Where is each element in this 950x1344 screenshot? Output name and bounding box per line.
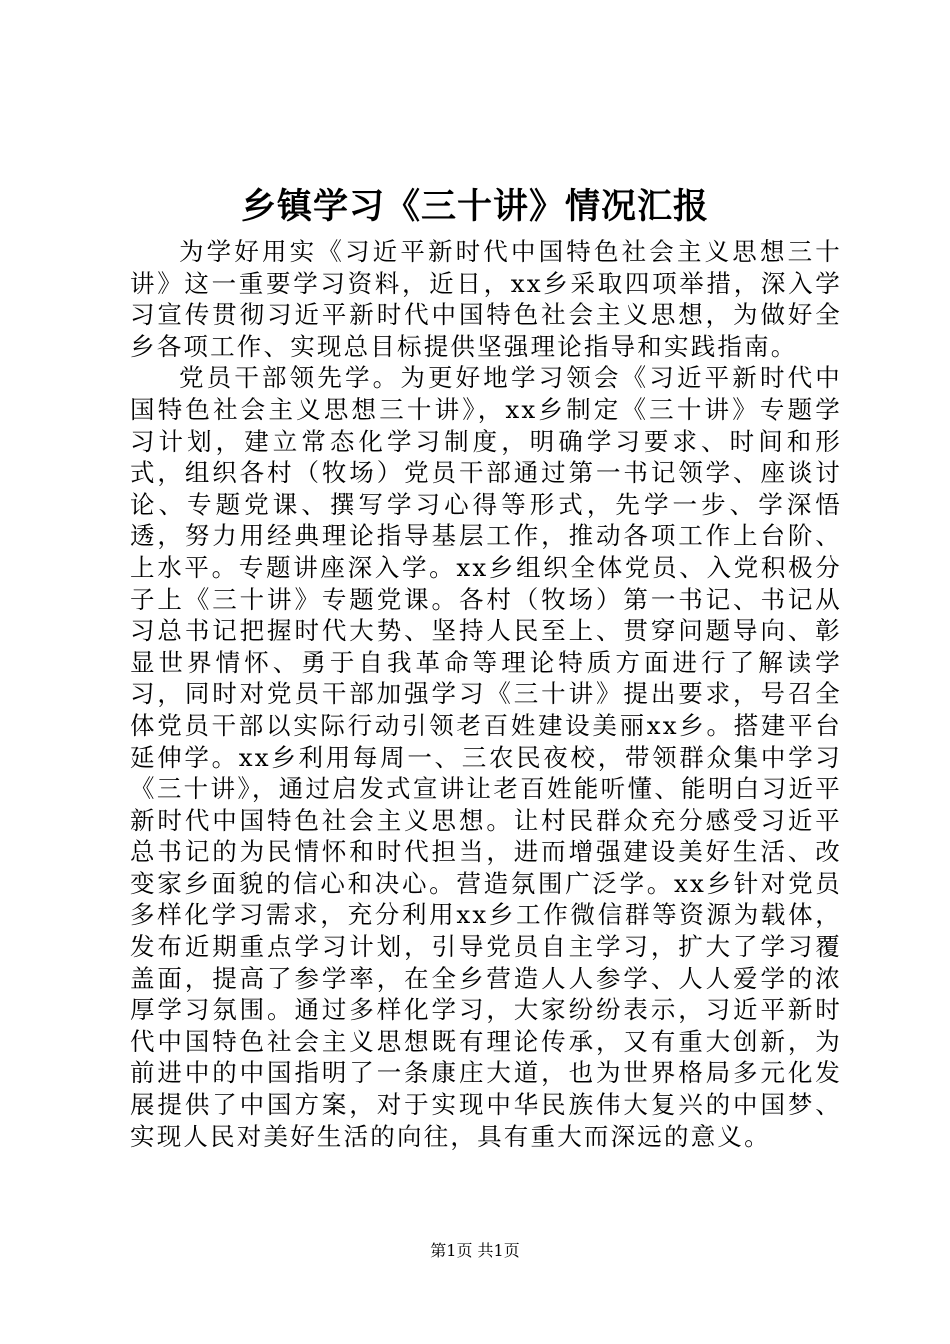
paragraph-intro: 为学好用实《习近平新时代中国特色社会主义思想三十讲》这一重要学习资料，近日，xx乡采取四项举措，深入学习宣传贯彻习近平新时代中国特色社会主义思想，为做好全乡各项工作、实现总目标提供坚强理论指导和实践指南。 xyxy=(130,237,842,361)
page-footer: 第1页 共1页 xyxy=(430,1241,520,1260)
document-title: 乡镇学习《三十讲》情况汇报 xyxy=(240,186,709,227)
paragraph-main: 党员干部领先学。为更好地学习领会《习近平新时代中国特色社会主义思想三十讲》，xx乡制定《三十讲》专题学习计划，建立常态化学习制度，明确学习要求、时间和形式，组织各村（牧场）党员干部通过第一书记领学、座谈讨论、专题党课、撰写学习心得等形式，先学一步、学深悟透，努力用经典理论指导基层工作，推动各项工作上台阶、上水平。专题讲座深入学。xx乡组织全体党员、入党积极分子上《三十讲》专题党课。各村（牧场）第一书记、书记从习总书记把握时代大势、坚持人民至上、贯穿问题导向、彰显世界情怀、勇于自我革命等理论特质方面进行了解读学习，同时对党员干部加强学习《三十讲》提出要求，号召全体党员干部以实际行动引领老百姓建设美丽xx乡。搭建平台延伸学。xx乡利用每周一、三农民夜校，带领群众集中学习《三十讲》，通过启发式宣讲让老百姓能听懂、能明白习近平新时代中国特色社会主义思想。让村民群众充分感受习近平总书记的为民情怀和时代担当，进而增强建设美好生活、改变家乡面貌的信心和决心。营造氛围广泛学。xx乡针对党员多样化学习需求，充分利用xx乡工作微信群等资源为载体，发布近期重点学习计划，引导党员自主学习，扩大了学习覆盖面，提高了参学率，在全乡营造人人参学、人人爱学的浓厚学习氛围。通过多样化学习，大家纷纷表示，习近平新时代中国特色社会主义思想既有理论传承，又有重大创新，为前进中的中国指明了一条康庄大道，也为世界格局多元化发展提供了中国方案，对于实现中华民族伟大复兴的中国梦、实现人民对美好生活的向往，具有重大而深远的意义。 xyxy=(130,363,842,1151)
document-body xyxy=(130,236,842,1152)
